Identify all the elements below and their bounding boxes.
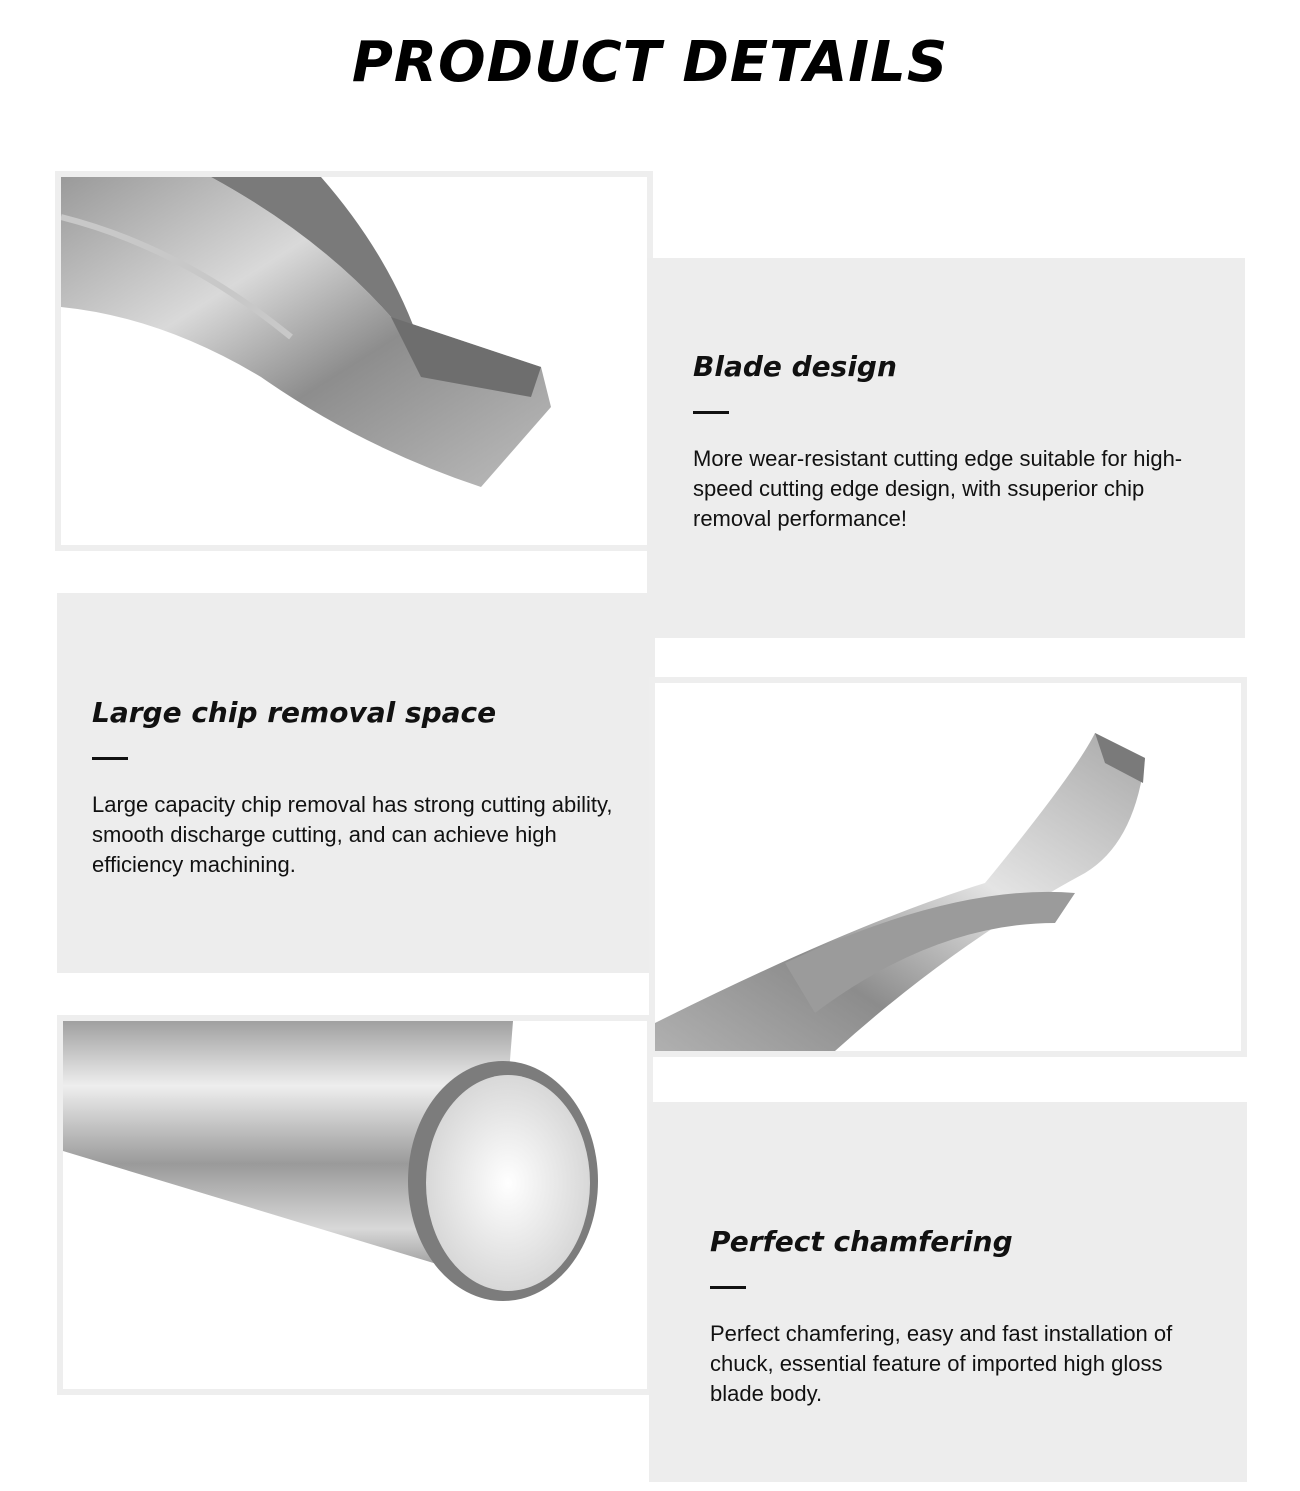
feature-description: More wear-resistant cutting edge suitable for high-speed cutting edge design, with ssuperior chip removal performance! (693, 446, 1183, 531)
feature-heading: Blade design (693, 350, 897, 383)
heading-divider (693, 411, 729, 414)
feature-description: Large capacity chip removal has strong cutting ability, smooth discharge cutting, and can achieve high efficiency machining. (92, 792, 613, 877)
blade-tip-photo (55, 171, 653, 551)
page-title: PRODUCT DETAILS (351, 30, 949, 95)
flute-photo (649, 677, 1247, 1057)
feature-blade-design (693, 350, 1213, 534)
feature-heading: Large chip removal space (92, 696, 497, 729)
feature-chip-removal (92, 696, 637, 880)
feature-chamfering (710, 1225, 1210, 1409)
end-mill-flute-image (655, 683, 1241, 1051)
end-mill-shank-image (63, 1021, 647, 1389)
heading-divider (92, 757, 128, 760)
heading-divider (710, 1286, 746, 1289)
end-mill-tip-image (61, 177, 647, 545)
shank-photo (57, 1015, 653, 1395)
feature-heading: Perfect chamfering (710, 1225, 1013, 1258)
feature-description: Perfect chamfering, easy and fast installation of chuck, essential feature of imported high gloss blade body. (710, 1321, 1173, 1406)
